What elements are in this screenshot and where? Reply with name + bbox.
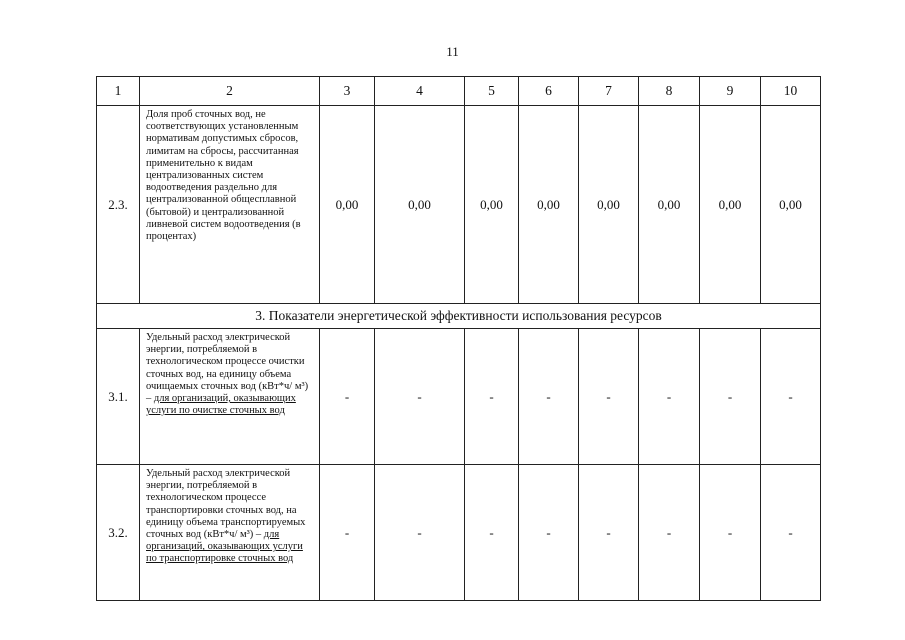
section-row (97, 304, 821, 329)
row-description (140, 106, 320, 304)
value-cell: - (320, 329, 375, 465)
column-header: 8 (639, 77, 700, 106)
row-description (140, 465, 320, 601)
column-header: 5 (465, 77, 519, 106)
column-header: 2 (140, 77, 320, 106)
value-cell: 0,00 (639, 106, 700, 304)
column-header: 3 (320, 77, 375, 106)
row-number: 2.3. (97, 106, 140, 304)
value-cell: 0,00 (579, 106, 639, 304)
column-header: 6 (519, 77, 579, 106)
row-number: 3.1. (97, 329, 140, 465)
description-text: Удельный расход электрической энергии, потребляемой в технологическом процессе очистки сточных вод, на единицу объема очищаемых сточных вод (кВт*ч/ м³) – (146, 332, 309, 405)
description-underlined-text: для организаций, оказывающих услуги по очистке сточных вод (146, 393, 296, 417)
value-cell: - (579, 329, 639, 465)
value-cell: 0,00 (375, 106, 465, 304)
value-cell: - (465, 329, 519, 465)
section-title: 3. Показатели энергетической эффективности использования ресурсов (97, 304, 821, 329)
value-cell: - (639, 329, 700, 465)
value-cell: - (375, 329, 465, 465)
value-cell: - (375, 465, 465, 601)
indicators-table (96, 76, 821, 601)
value-cell: - (761, 329, 821, 465)
row-number: 3.2. (97, 465, 140, 601)
page-number: 11 (446, 44, 459, 59)
column-header: 9 (700, 77, 761, 106)
description-text: Доля проб сточных вод, не соответствующих установленным нормативам допустимых сбросов, лимитам на сбросы, рассчитанная применительно к видам централизованных систем водоотведения раздельно для централизованной общесплавной (бытовой) и централизованной ливневой систем водоотведения (в процентах) (146, 109, 301, 243)
value-cell: - (579, 465, 639, 601)
value-cell: - (761, 465, 821, 601)
value-cell: - (519, 465, 579, 601)
value-cell: - (700, 465, 761, 601)
value-cell: 0,00 (465, 106, 519, 304)
header-row (97, 77, 821, 106)
value-cell: - (519, 329, 579, 465)
value-cell: - (465, 465, 519, 601)
value-cell: 0,00 (700, 106, 761, 304)
value-cell: - (700, 329, 761, 465)
table-row (97, 329, 821, 465)
column-header: 7 (579, 77, 639, 106)
row-description (140, 329, 320, 465)
column-header: 1 (97, 77, 140, 106)
value-cell: 0,00 (761, 106, 821, 304)
table-row (97, 106, 821, 304)
description-underlined-text: для организаций, оказывающих услуги по транспортировке сточных вод (146, 529, 303, 565)
column-header: 10 (761, 77, 821, 106)
description-text: Удельный расход электрической энергии, потребляемой в технологическом процессе транспортировки сточных вод, на единицу объема транспортируемых сточных вод (кВт*ч/ м³) – (146, 468, 306, 541)
value-cell: - (639, 465, 700, 601)
column-header: 4 (375, 77, 465, 106)
value-cell: 0,00 (320, 106, 375, 304)
value-cell: 0,00 (519, 106, 579, 304)
table-row (97, 465, 821, 601)
value-cell: - (320, 465, 375, 601)
